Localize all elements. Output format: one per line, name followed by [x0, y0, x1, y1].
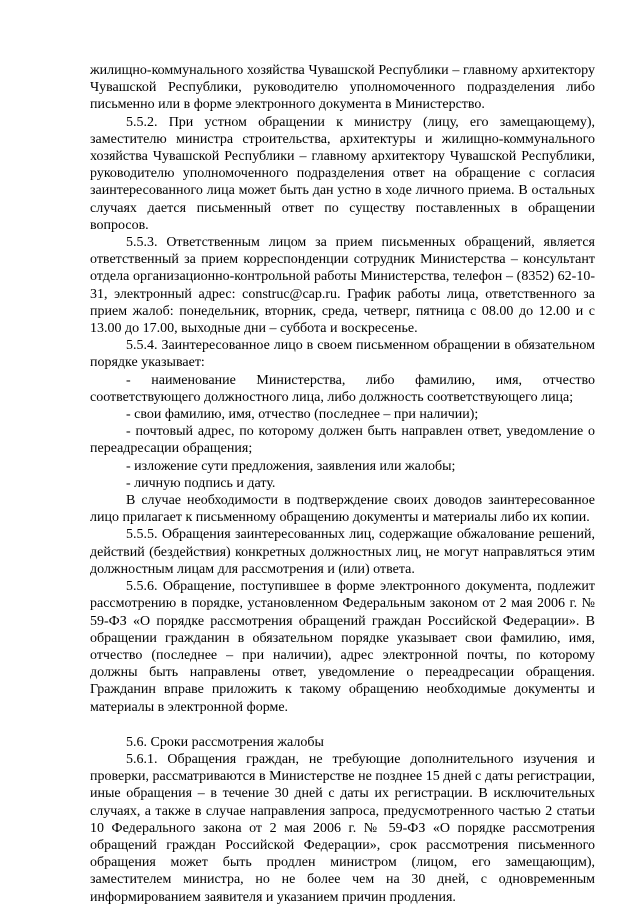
paragraph-supporting-docs: В случае необходимости в подтверждение своих доводов заинтересованное лицо прилагает к письменному обращению документы и материалы либо их копии. [90, 493, 595, 526]
list-item-ministry-name-cont: соответствующего должностного лица, либо должность соответствующего лица; [90, 389, 574, 405]
paragraph-5-5-4: 5.5.4. Заинтересованное лицо в своем письменном обращении в обязательном порядке указывает: [90, 338, 595, 371]
paragraph-5-5-5: 5.5.5. Обращения заинтересованных лиц, содержащие обжалование решений, действий (бездействия) конкретных должностных лиц, не могут направляться этим должностным лицам для рассмотрения и (или) ответа. [90, 527, 595, 577]
list-item-own-name: - свои фамилию, имя, отчество (последнее – при наличии); [126, 407, 479, 423]
list-item-postal-address: - почтовый адрес, по которому должен быть направлен ответ, уведомление о переадресации обращения; [90, 424, 595, 457]
section-gap [90, 716, 595, 734]
paragraph-5-5-2: 5.5.2. При устном обращении к министру (лицу, его замещающему), заместителю министра строительства, архитектуры и жилищно-коммунального хозяйства Чувашской Республики – главному архитектору Чувашской Республики, руководителю уполномоченного подразделения ответ на обращение с согласия заинтересованного лица может быть дан устно в ходе личного приема. В остальных случаях дается письменный ответ по существу поставленных в обращении вопросов. [90, 114, 595, 233]
section-title-5-6: 5.6. Сроки рассмотрения жалобы [126, 734, 324, 750]
paragraph-continuation: жилищно-коммунального хозяйства Чувашской Республики – главному архитектору Чувашской Республики, руководителю уполномоченного подразделения либо письменно или в форме электронного документа в Министерство. [90, 63, 595, 113]
list-item-statement-essence: - изложение сути предложения, заявления или жалобы; [126, 458, 456, 474]
list-item-ministry-name: - наименование Министерства, либо фамилию, имя, отчество [126, 372, 595, 388]
paragraph-5-5-6: 5.5.6. Обращение, поступившее в форме электронного документа, подлежит рассмотрению в порядке, установленном Федеральным законом от 2 мая 2006 г. № 59-ФЗ «О порядке рассмотрения обращений граждан Российской Федерации». В обращении гражданин в обязательном порядке указывает свои фамилию, имя, отчество (последнее – при наличии), адрес электронной почты, по которому должны быть направлены ответ, уведомление о переадресации обращения. Гражданин вправе приложить к такому обращению необходимые документы и материалы в электронной форме. [90, 579, 595, 715]
paragraph-5-5-3: 5.5.3. Ответственным лицом за прием письменных обращений, является ответственный за прием корреспонденции сотрудник Министерства – консультант отдела организационно-контрольной работы Министерства, телефон – (8352) 62-10-31, электронный адрес: construc@cap.ru. График работы лица, ответственного за прием жалоб: понедельник, вторник, среда, четверг, пятница с 08.00 до 12.00 и с 13.00 до 17.00, выходные дни – суббота и воскресенье. [90, 235, 595, 337]
list-item-signature-date: - личную подпись и дату. [126, 475, 276, 491]
document-body [90, 62, 595, 906]
paragraph-5-6-1: 5.6.1. Обращения граждан, не требующие дополнительного изучения и проверки, рассматриваются в Министерстве не позднее 15 дней с даты регистрации, иные обращения – в течение 30 дней с даты их регистрации. В исключительных случаях, а также в случае направления запроса, предусмотренного частью 2 статьи 10 Федерального закона от 2 мая 2006 г. № 59-ФЗ «О порядке рассмотрения обращений граждан Российской Федерации», срок рассмотрения письменного обращения может быть продлен министром (лицом, его замещающим), заместителем министра, но не более чем на 30 дней, с одновременным информированием заявителя и указанием причин продления. [90, 751, 595, 905]
